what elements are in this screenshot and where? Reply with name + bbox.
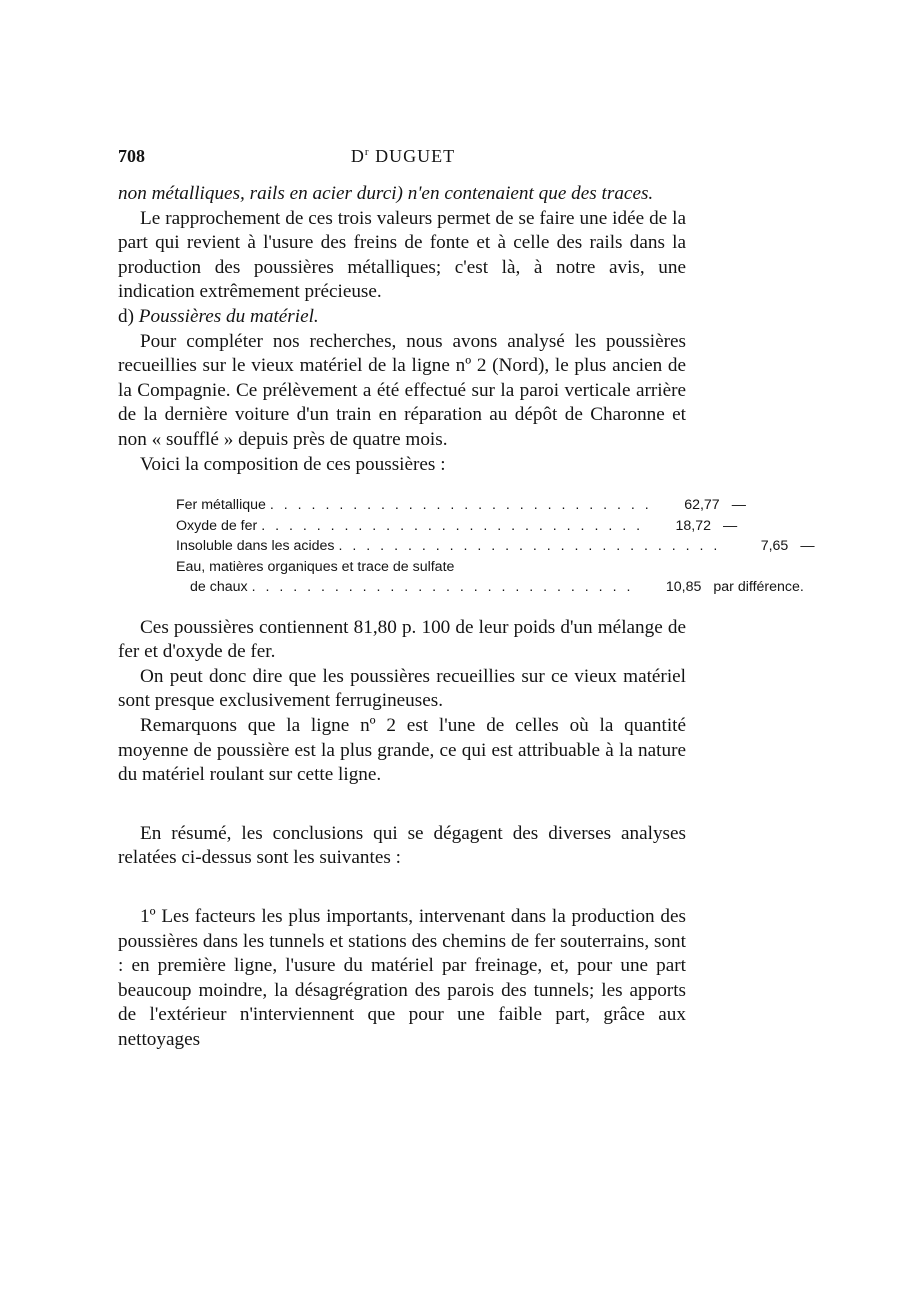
component-label: de chaux	[190, 579, 248, 596]
component-value: 7,65	[760, 538, 789, 555]
paragraph: Ces poussières contiennent 81,80 p. 100 de leur poids d'un mélange de fer et d'oxyde de fer.	[118, 616, 686, 663]
running-title	[118, 146, 688, 167]
component-value: 10,85	[665, 579, 702, 596]
section-subheading	[118, 305, 686, 330]
table-row	[176, 516, 738, 537]
leader-dots: . . . . . . . . . . . . . . . . . . . . . . . . . . . .	[261, 517, 644, 534]
italic-text: traces.	[601, 183, 654, 204]
paragraph-text: n'en contenaient que des	[402, 183, 597, 204]
leader-dots: . . . . . . . . . . . . . . . . . . . . . . . . . . . .	[251, 579, 634, 596]
component-note: —	[800, 538, 815, 555]
component-note: —	[723, 517, 738, 534]
component-label: Fer métallique	[176, 497, 266, 514]
leader-dots: . . . . . . . . . . . . . . . . . . . . . . . . . . . .	[269, 497, 652, 514]
component-note: —	[731, 497, 746, 514]
leader-dots: . . . . . . . . . . . . . . . . . . . . . . . . . . . .	[338, 538, 721, 555]
subheading-letter: d)	[118, 305, 139, 327]
table-row	[176, 536, 815, 557]
paragraph: Remarquons que la ligne nº 2 est l'une de celles où la quantité moyenne de poussière est la plus grande, ce qui est attribuable à la nature du matériel roulant sur cette ligne.	[118, 715, 686, 786]
table-row	[176, 495, 746, 516]
paragraph: 1º Les facteurs les plus importants, intervenant dans la production des poussières dans les tunnels et stations des chemins de fer souterrains, sont : en première ligne, l'usure du matériel par freinage, et, pour une part beaucoup moindre, la désagrégration des parois des tunnels; les apports de l'extérieur n'interviennent que pour une faible part, grâce aux nettoyages	[118, 905, 686, 1050]
section-gap	[118, 788, 686, 822]
section-gap	[118, 871, 686, 905]
paragraph: En résumé, les conclusions qui se dégagent des diverses analyses relatées ci-dessus sont les suivantes :	[118, 822, 686, 869]
component-label: Insoluble dans les acides	[176, 538, 335, 555]
paragraph: Pour compléter nos recherches, nous avons analysé les poussières recueillies sur le vieux matériel de la ligne nº 2 (Nord), le plus ancien de la Compagnie. Ce prélèvement a été effectué sur la paroi verticale arrière de la dernière voiture d'un train en réparation au dépôt de Charonne et non « soufflé » depuis près de quatre mois.	[118, 330, 686, 450]
page-number: 708	[118, 146, 145, 166]
italic-text: non métalliques, rails en acier durci)	[118, 183, 403, 204]
component-label: Eau, matières organiques et trace de sulfate	[176, 558, 455, 575]
author-name: DUGUET	[369, 146, 456, 166]
component-value: 62,77	[684, 497, 720, 514]
author-prefix: D	[350, 146, 365, 166]
paragraph: On peut donc dire que les poussières recueillies sur ce vieux matériel sont presque exclusivement ferrugineuses.	[118, 665, 686, 712]
paragraph: Voici la composition de ces poussières :	[140, 453, 446, 475]
paragraph: Le rapprochement de ces trois valeurs permet de se faire une idée de la part qui revient à l'usure des freins de fonte et à celle des rails dans la production des poussières métalliques; c'est là, à notre avis, une indication extrêmement précieuse.	[118, 207, 686, 303]
component-value: 18,72	[675, 517, 712, 534]
composition-table	[176, 495, 815, 598]
component-label: Oxyde de fer	[176, 517, 258, 534]
table-row	[176, 577, 804, 598]
component-note: par différence.	[713, 579, 804, 596]
subheading-title: Poussières du matériel.	[138, 305, 319, 327]
running-header	[118, 146, 688, 168]
table-row	[176, 557, 686, 578]
paragraph-continuation	[118, 182, 686, 207]
author-superscript: r	[364, 146, 370, 158]
text-body	[118, 182, 815, 1053]
